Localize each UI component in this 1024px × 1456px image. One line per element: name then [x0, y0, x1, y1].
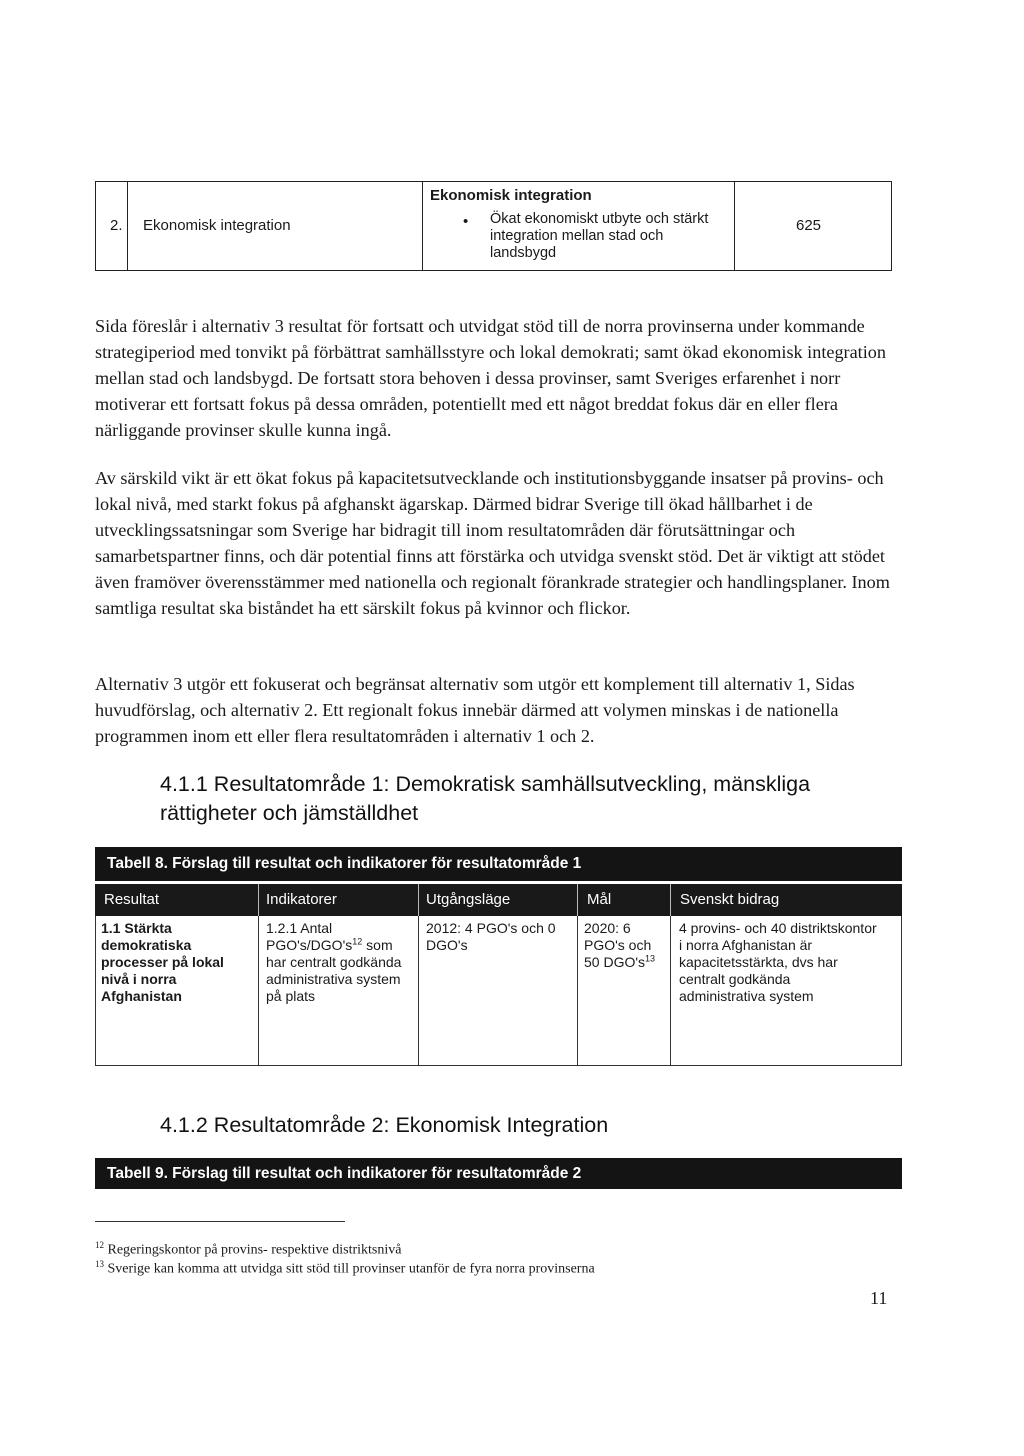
paragraph: Sida föreslår i alternativ 3 resultat för fortsatt och utvidgat stöd till de norra provinserna under kommande strategiperiod med tonvikt på förbättrat samhällsstyre och lokal demokrati; samt ökad ekonomisk integration mellan stad och landsbygd. De fortsatt stora behoven i dessa provinser, samt Sveriges erfarenhet i norr motiverar ett fortsatt fokus på dessa områden, potentiellt med ett något breddat fokus där en eller flera närliggande provinser skulle kunna ingå. [95, 316, 886, 440]
summary-row-number: 2. [110, 217, 123, 234]
bullet-icon: • [463, 213, 469, 230]
table-cell-utgangslage: 2012: 4 PGO's och 0 DGO's [426, 920, 556, 953]
summary-row-heading: Ekonomisk integration [430, 187, 592, 204]
footnote: $^{13}$ Sverige kan komma att utvidga sitt stöd till provinser utanför de fyra norra provinserna [95, 1259, 595, 1277]
page-number: 11 [870, 1288, 888, 1308]
paragraph: Av särskild vikt är ett ökat fokus på kapacitetsutvecklande och institutionsbyggande insatser på provins- och lokal nivå, med starkt fokus på afghanskt ägarskap. Därmed bidrar Sverige till ökad hållbarhet i de utvecklingssatsningar som Sverige har bidragit till inom resultatområden där förutsättningar och samarbetspartner finns, och där potential finns att förstärka och utvidga svenskt stöd. Det är viktigt att stödet även framöver överensstämmer med nationella och regionalt förankrade strategier och handlingsplaner. Inom samtliga resultat ska biståndet ha ett särskilt fokus på kvinnor och flickor. [95, 468, 890, 618]
paragraph: Alternativ 3 utgör ett fokuserat och begränsat alternativ som utgör ett komplement till alternativ 1, Sidas huvudförslag, och alternativ 2. Ett regionalt fokus innebär därmed att volymen minskas i de nationella programmen inom ett eller flera resultatområden i alternativ 1 och 2. [95, 674, 855, 746]
table-caption: Tabell 8. Förslag till resultat och indikatorer för resultatområde 1 [95, 847, 902, 881]
section-heading: 4.1.2 Resultatområde 2: Ekonomisk Integration [160, 1113, 609, 1137]
table-header-cell: Resultat [104, 891, 160, 908]
table-cell-resultat: 1.1 Stärkta demokratiska processer på lokal nivå i norra Afghanistan [101, 920, 224, 1004]
section-heading: 4.1.1 Resultatområde 1: Demokratisk samhällsutveckling, mänskliga rättigheter och jämställdhet [160, 772, 811, 825]
summary-row-result: Ökat ekonomiskt utbyte och stärkt integration mellan stad och landsbygd [490, 211, 709, 261]
table-header-cell: Svenskt bidrag [680, 891, 780, 908]
table-header-cell: Utgångsläge [426, 891, 511, 908]
footnote-separator [95, 1221, 345, 1222]
summary-row-area: Ekonomisk integration [143, 217, 291, 234]
table-caption: Tabell 9. Förslag till resultat och indikatorer för resultatområde 2 [95, 1158, 902, 1189]
table-header-cell: Indikatorer [266, 891, 337, 908]
table-cell-svenskt-bidrag: 4 provins- och 40 distriktskontor i norra Afghanistan är kapacitetsstärkta, dvs har centralt godkända administrativa system [679, 920, 877, 1004]
table-header-cell: Mål [587, 891, 612, 908]
table-cell-mal: 2020: 6 PGO's och 50 $DGO's^{13}$ [584, 920, 656, 970]
table-cell-indikatorer: 1.2.1 Antal $PGO's/DGO's^{12}$ som har centralt godkända administrativa system på plats [266, 920, 402, 1004]
footnote: $^{12}$ Regeringskontor på provins- respektive distriktsnivå [95, 1240, 402, 1258]
summary-row-amount: 625 [796, 217, 822, 234]
